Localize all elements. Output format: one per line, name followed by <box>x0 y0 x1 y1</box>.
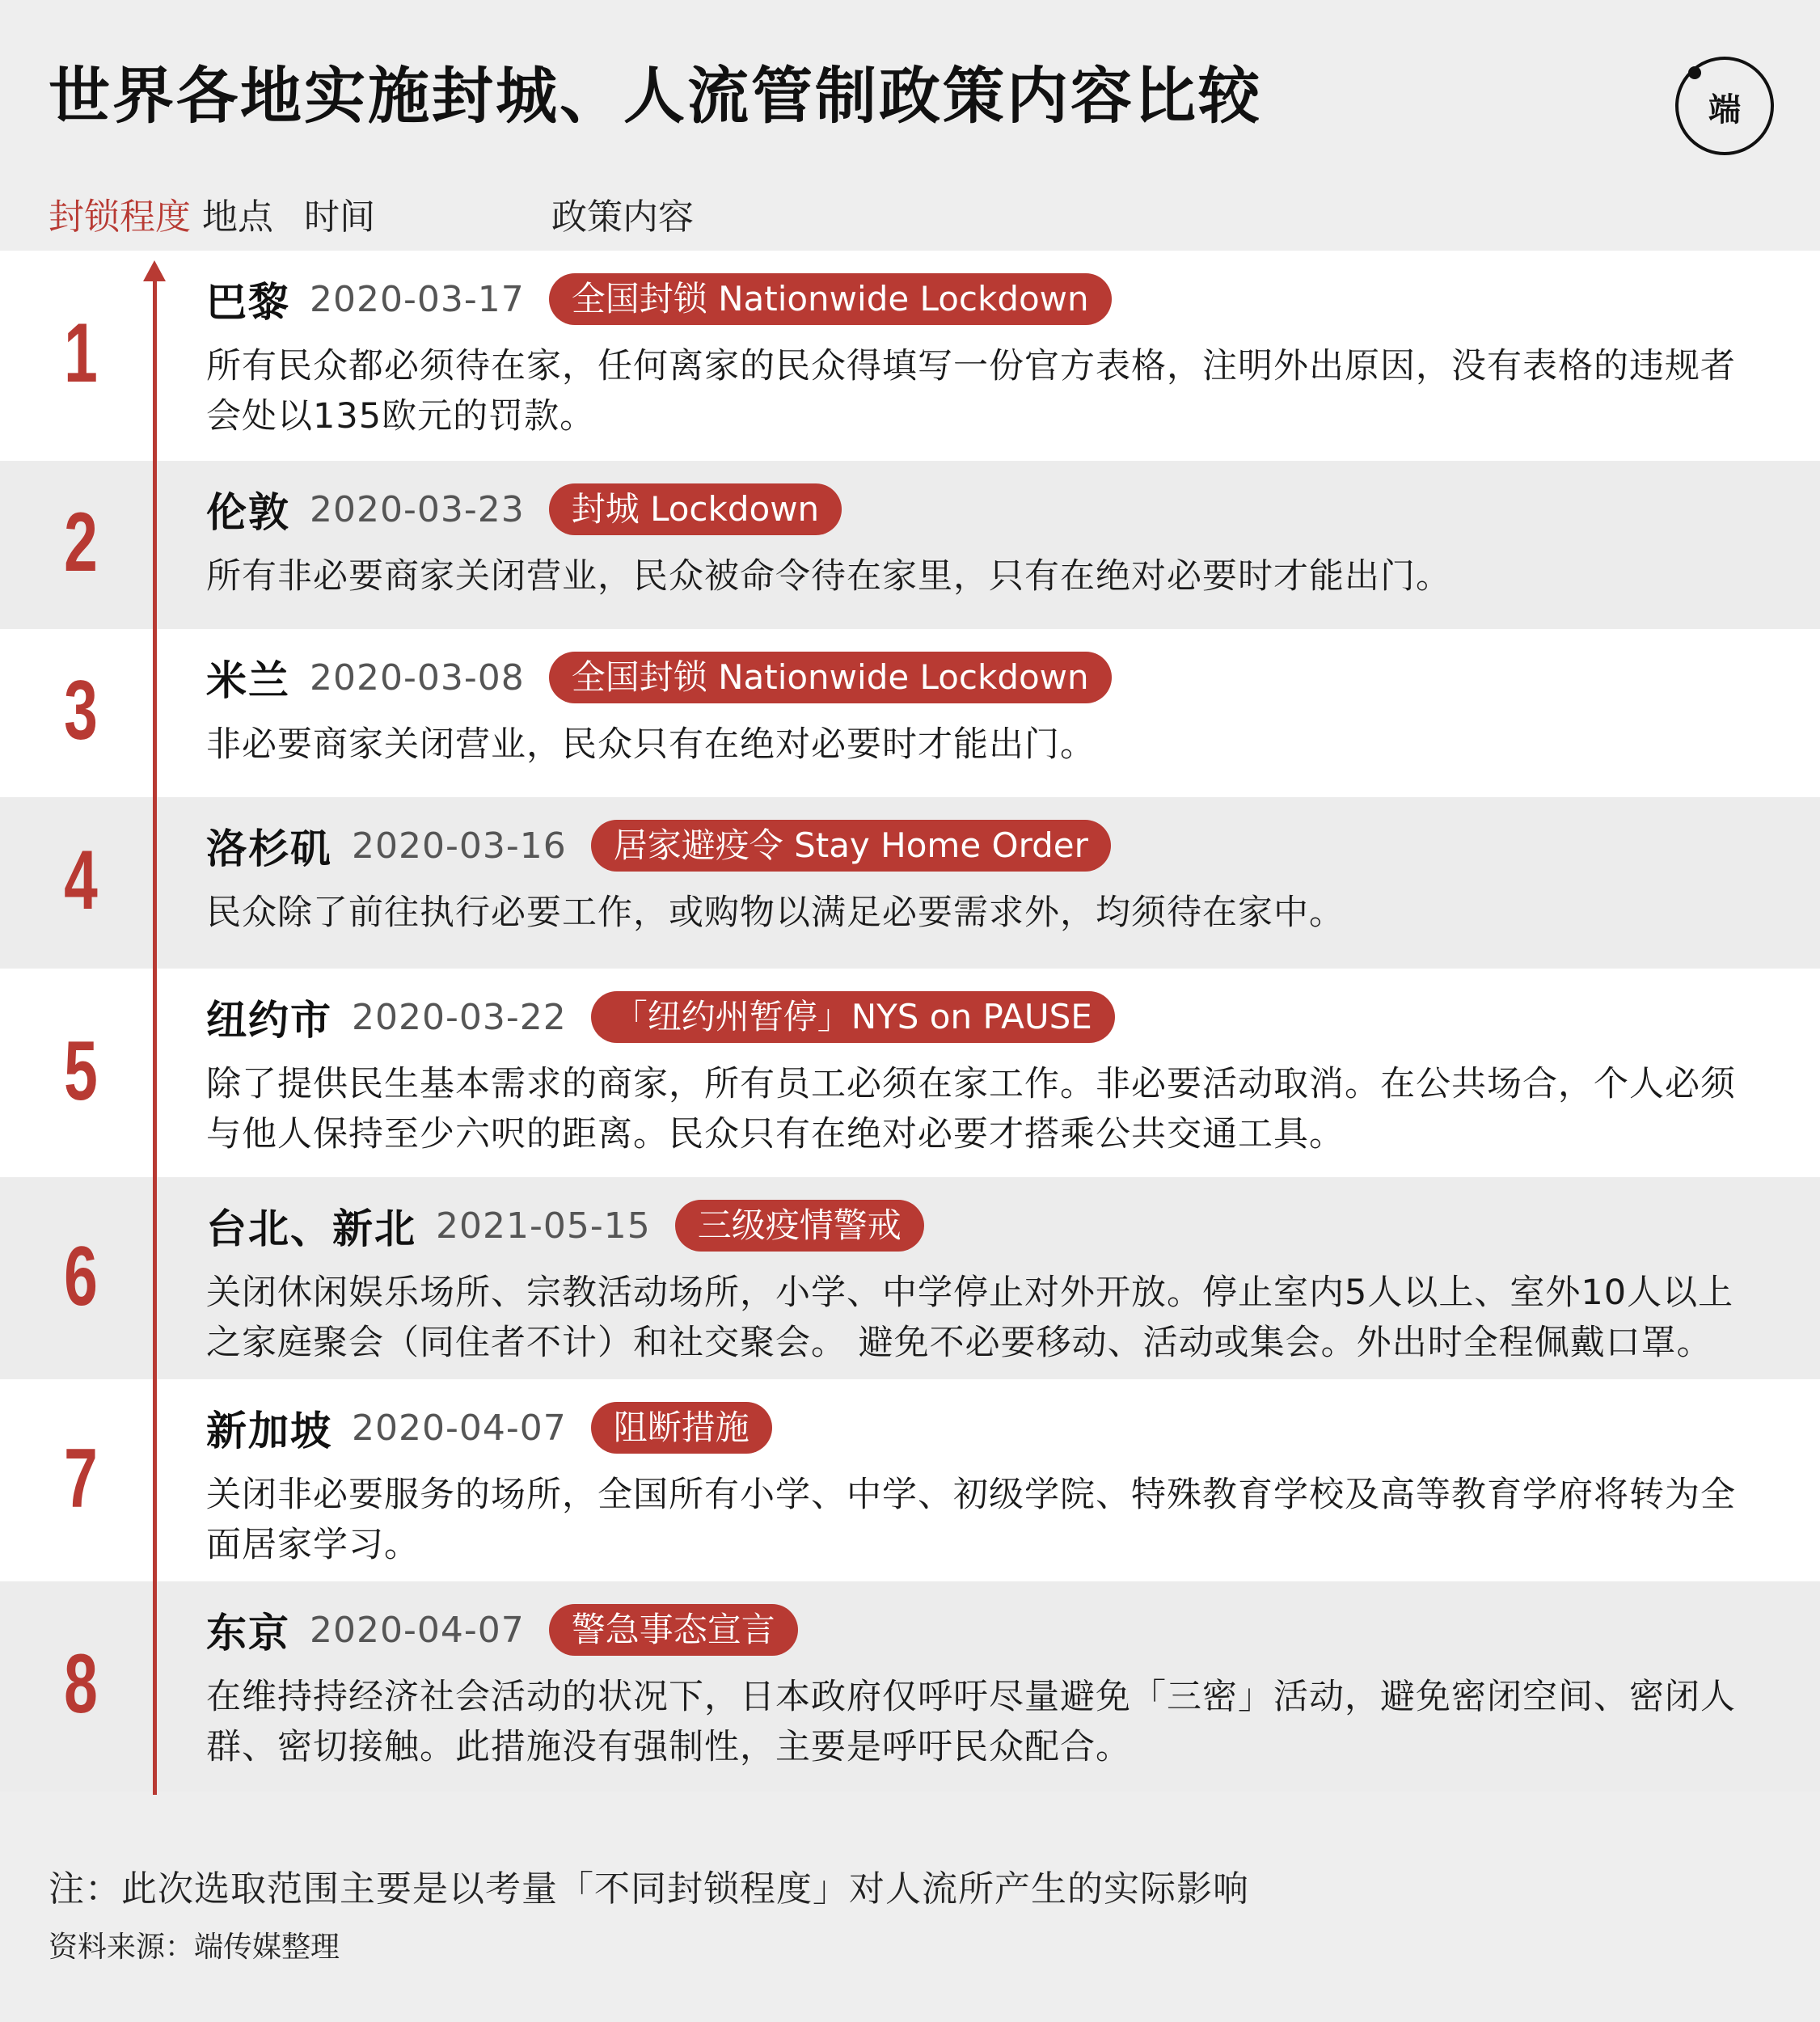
page-title: 世界各地实施封城、人流管制政策内容比较 <box>49 60 1262 132</box>
policy-tag: 阻断措施 <box>591 1402 772 1454</box>
policy-row <box>0 797 1820 969</box>
row-place: 新加坡 <box>206 1408 332 1454</box>
row-place: 台北、新北 <box>206 1205 416 1252</box>
logo-dot <box>1688 66 1701 79</box>
row-place: 洛杉矶 <box>206 825 332 872</box>
row-date: 2020-03-22 <box>352 996 567 1038</box>
policy-tag: 居家避疫令 Stay Home Order <box>591 820 1111 872</box>
row-description: 关闭非必要服务的场所，全国所有小学、中学、初级学院、特殊教育学校及高等教育学府将转为全面居家学习。 <box>206 1475 1736 1565</box>
row-description: 关闭休闲娱乐场所、宗教活动场所，小学、中学停止对外开放。停止室内5人以上、室外10人以上之家庭聚会（同住者不计）和社交聚会。 避免不必要移动、活动或集会。外出时全程佩戴口罩。 <box>206 1273 1734 1363</box>
row-number: 8 <box>64 1637 98 1731</box>
column-header-policy: 政策内容 <box>551 196 694 238</box>
row-date: 2020-03-16 <box>352 825 567 867</box>
policy-tag: 「纽约州暂停」NYS on PAUSE <box>591 991 1115 1043</box>
policy-tag: 三级疫情警戒 <box>675 1200 924 1252</box>
policy-tag: 全国封锁 Nationwide Lockdown <box>549 652 1112 703</box>
row-number: 1 <box>64 306 98 400</box>
row-description: 所有民众都必须待在家，任何离家的民众得填写一份官方表格，注明外出原因，没有表格的违规者会处以135欧元的罚款。 <box>206 346 1736 437</box>
policy-row <box>0 1177 1820 1379</box>
policy-tag: 封城 Lockdown <box>549 483 842 535</box>
policy-tag: 警急事态宣言 <box>549 1604 798 1656</box>
row-date: 2020-04-07 <box>352 1407 567 1449</box>
column-header-place: 地点 <box>202 196 273 238</box>
policy-row <box>0 1379 1820 1581</box>
policy-row <box>0 1581 1820 1792</box>
row-header <box>206 819 1111 872</box>
policy-row <box>0 461 1820 629</box>
column-header-level: 封锁程度 <box>49 196 191 238</box>
row-number: 4 <box>64 834 98 927</box>
row-place: 东京 <box>206 1610 290 1657</box>
logo-icon <box>1675 57 1774 155</box>
row-date: 2020-03-23 <box>310 488 525 530</box>
header <box>0 0 1820 251</box>
row-header <box>206 1401 772 1454</box>
row-header <box>206 1199 924 1252</box>
footer-source: 资料来源：端传媒整理 <box>49 1931 340 1964</box>
row-place: 伦敦 <box>206 489 290 536</box>
column-header-time: 时间 <box>304 196 375 238</box>
logo-text: 端 <box>1708 91 1741 129</box>
row-date: 2020-04-07 <box>310 1609 525 1651</box>
row-date: 2021-05-15 <box>436 1205 651 1247</box>
row-header <box>206 1603 798 1657</box>
row-header <box>206 990 1115 1044</box>
row-number: 5 <box>64 1024 98 1118</box>
footer-note: 注：此次选取范围主要是以考量「不同封锁程度」对人流所产生的实际影响 <box>49 1868 1249 1910</box>
row-number: 6 <box>64 1230 98 1323</box>
row-description: 非必要商家关闭营业，民众只有在绝对必要时才能出门。 <box>206 724 1096 765</box>
lockdown-level-axis <box>153 275 157 1795</box>
row-number: 2 <box>64 496 98 589</box>
policy-row <box>0 251 1820 461</box>
policy-row <box>0 629 1820 797</box>
row-date: 2020-03-17 <box>310 278 525 320</box>
row-description: 除了提供民生基本需求的商家，所有员工必须在家工作。非必要活动取消。在公共场合，个人必须与他人保持至少六呎的距离。民众只有在绝对必要才搭乘公共交通工具。 <box>206 1064 1736 1155</box>
row-place: 纽约市 <box>206 997 332 1044</box>
row-date: 2020-03-08 <box>310 656 525 699</box>
row-description: 民众除了前往执行必要工作，或购物以满足必要需求外，均须待在家中。 <box>206 893 1345 933</box>
row-description: 所有非必要商家关闭营业，民众被命令待在家里，只有在绝对必要时才能出门。 <box>206 556 1451 597</box>
policy-row <box>0 969 1820 1177</box>
row-number: 3 <box>64 664 98 758</box>
row-place: 米兰 <box>206 657 290 704</box>
row-number: 7 <box>64 1432 98 1526</box>
row-header <box>206 483 842 536</box>
row-header <box>206 272 1112 326</box>
row-description: 在维持持经济社会活动的状况下，日本政府仅呼吁尽量避免「三密」活动，避免密闭空间、密闭人群、密切接触。此措施没有强制性，主要是呼吁民众配合。 <box>206 1677 1736 1767</box>
row-place: 巴黎 <box>206 279 290 326</box>
policy-tag: 全国封锁 Nationwide Lockdown <box>549 273 1112 325</box>
row-header <box>206 651 1112 704</box>
